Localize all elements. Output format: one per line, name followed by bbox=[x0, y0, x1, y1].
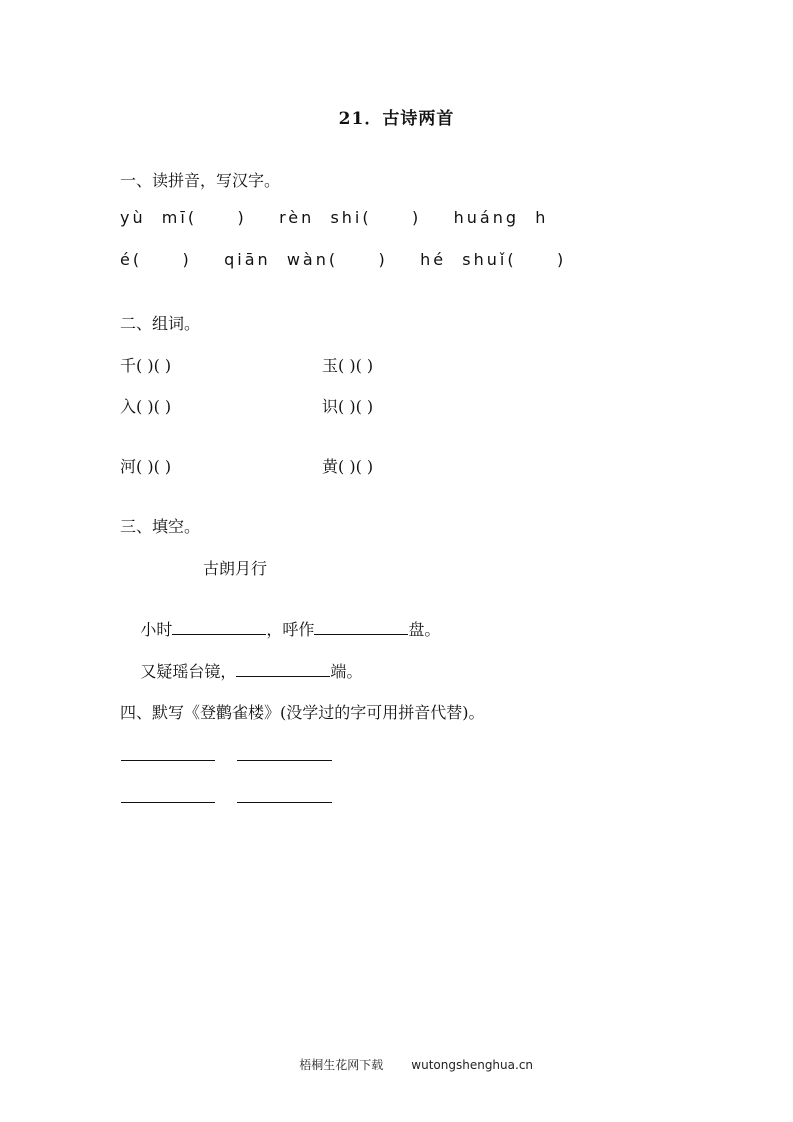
section1-heading: 一、读拼音，写汉字。 bbox=[120, 171, 281, 190]
pinyin-line-1: yù mī( ) rèn shi( ) huáng h bbox=[120, 208, 549, 227]
footer-site-name: 梧桐生花网下载 bbox=[299, 1058, 384, 1072]
page-title: 21．古诗两首 bbox=[338, 109, 455, 129]
fill-blank-2[interactable] bbox=[314, 620, 408, 635]
fill-line-2 bbox=[120, 640, 362, 701]
word-group-right-3: 黄( )( ) bbox=[322, 457, 374, 476]
section3-heading: 三、填空。 bbox=[120, 517, 201, 536]
fill-line-1-mid: ，呼作 bbox=[266, 620, 315, 639]
section4-heading: 四、默写《登鹳雀楼》(没学过的字可用拼音代替)。 bbox=[120, 703, 485, 722]
fill-line-1-prefix: 小时 bbox=[140, 620, 173, 639]
fill-line-2-prefix: 又疑瑶台镜， bbox=[140, 662, 237, 681]
section2-heading: 二、组词。 bbox=[120, 314, 201, 333]
fill-blank-3[interactable] bbox=[236, 662, 330, 677]
fill-line-1-suffix: 盘。 bbox=[408, 620, 441, 639]
word-group-left-2: 入( )( ) bbox=[120, 397, 172, 416]
poem-blank-4[interactable] bbox=[237, 802, 332, 803]
footer bbox=[284, 1042, 533, 1087]
word-group-right-2: 识( )( ) bbox=[322, 397, 374, 416]
pinyin-line-2: é( ) qiān wàn( ) hé shuǐ( ) bbox=[120, 250, 567, 269]
word-group-right-1: 玉( )( ) bbox=[322, 356, 374, 375]
fill-blank-1[interactable] bbox=[172, 620, 266, 635]
poem-blank-1[interactable] bbox=[121, 760, 215, 761]
poem-title: 古朗月行 bbox=[203, 559, 268, 578]
footer-url[interactable]: wutongshenghua.cn bbox=[411, 1058, 534, 1072]
word-group-left-3: 河( )( ) bbox=[120, 457, 172, 476]
word-group-left-1: 千( )( ) bbox=[120, 356, 172, 375]
fill-line-2-suffix: 端。 bbox=[330, 662, 363, 681]
poem-blank-2[interactable] bbox=[237, 760, 332, 761]
poem-blank-3[interactable] bbox=[121, 802, 215, 803]
